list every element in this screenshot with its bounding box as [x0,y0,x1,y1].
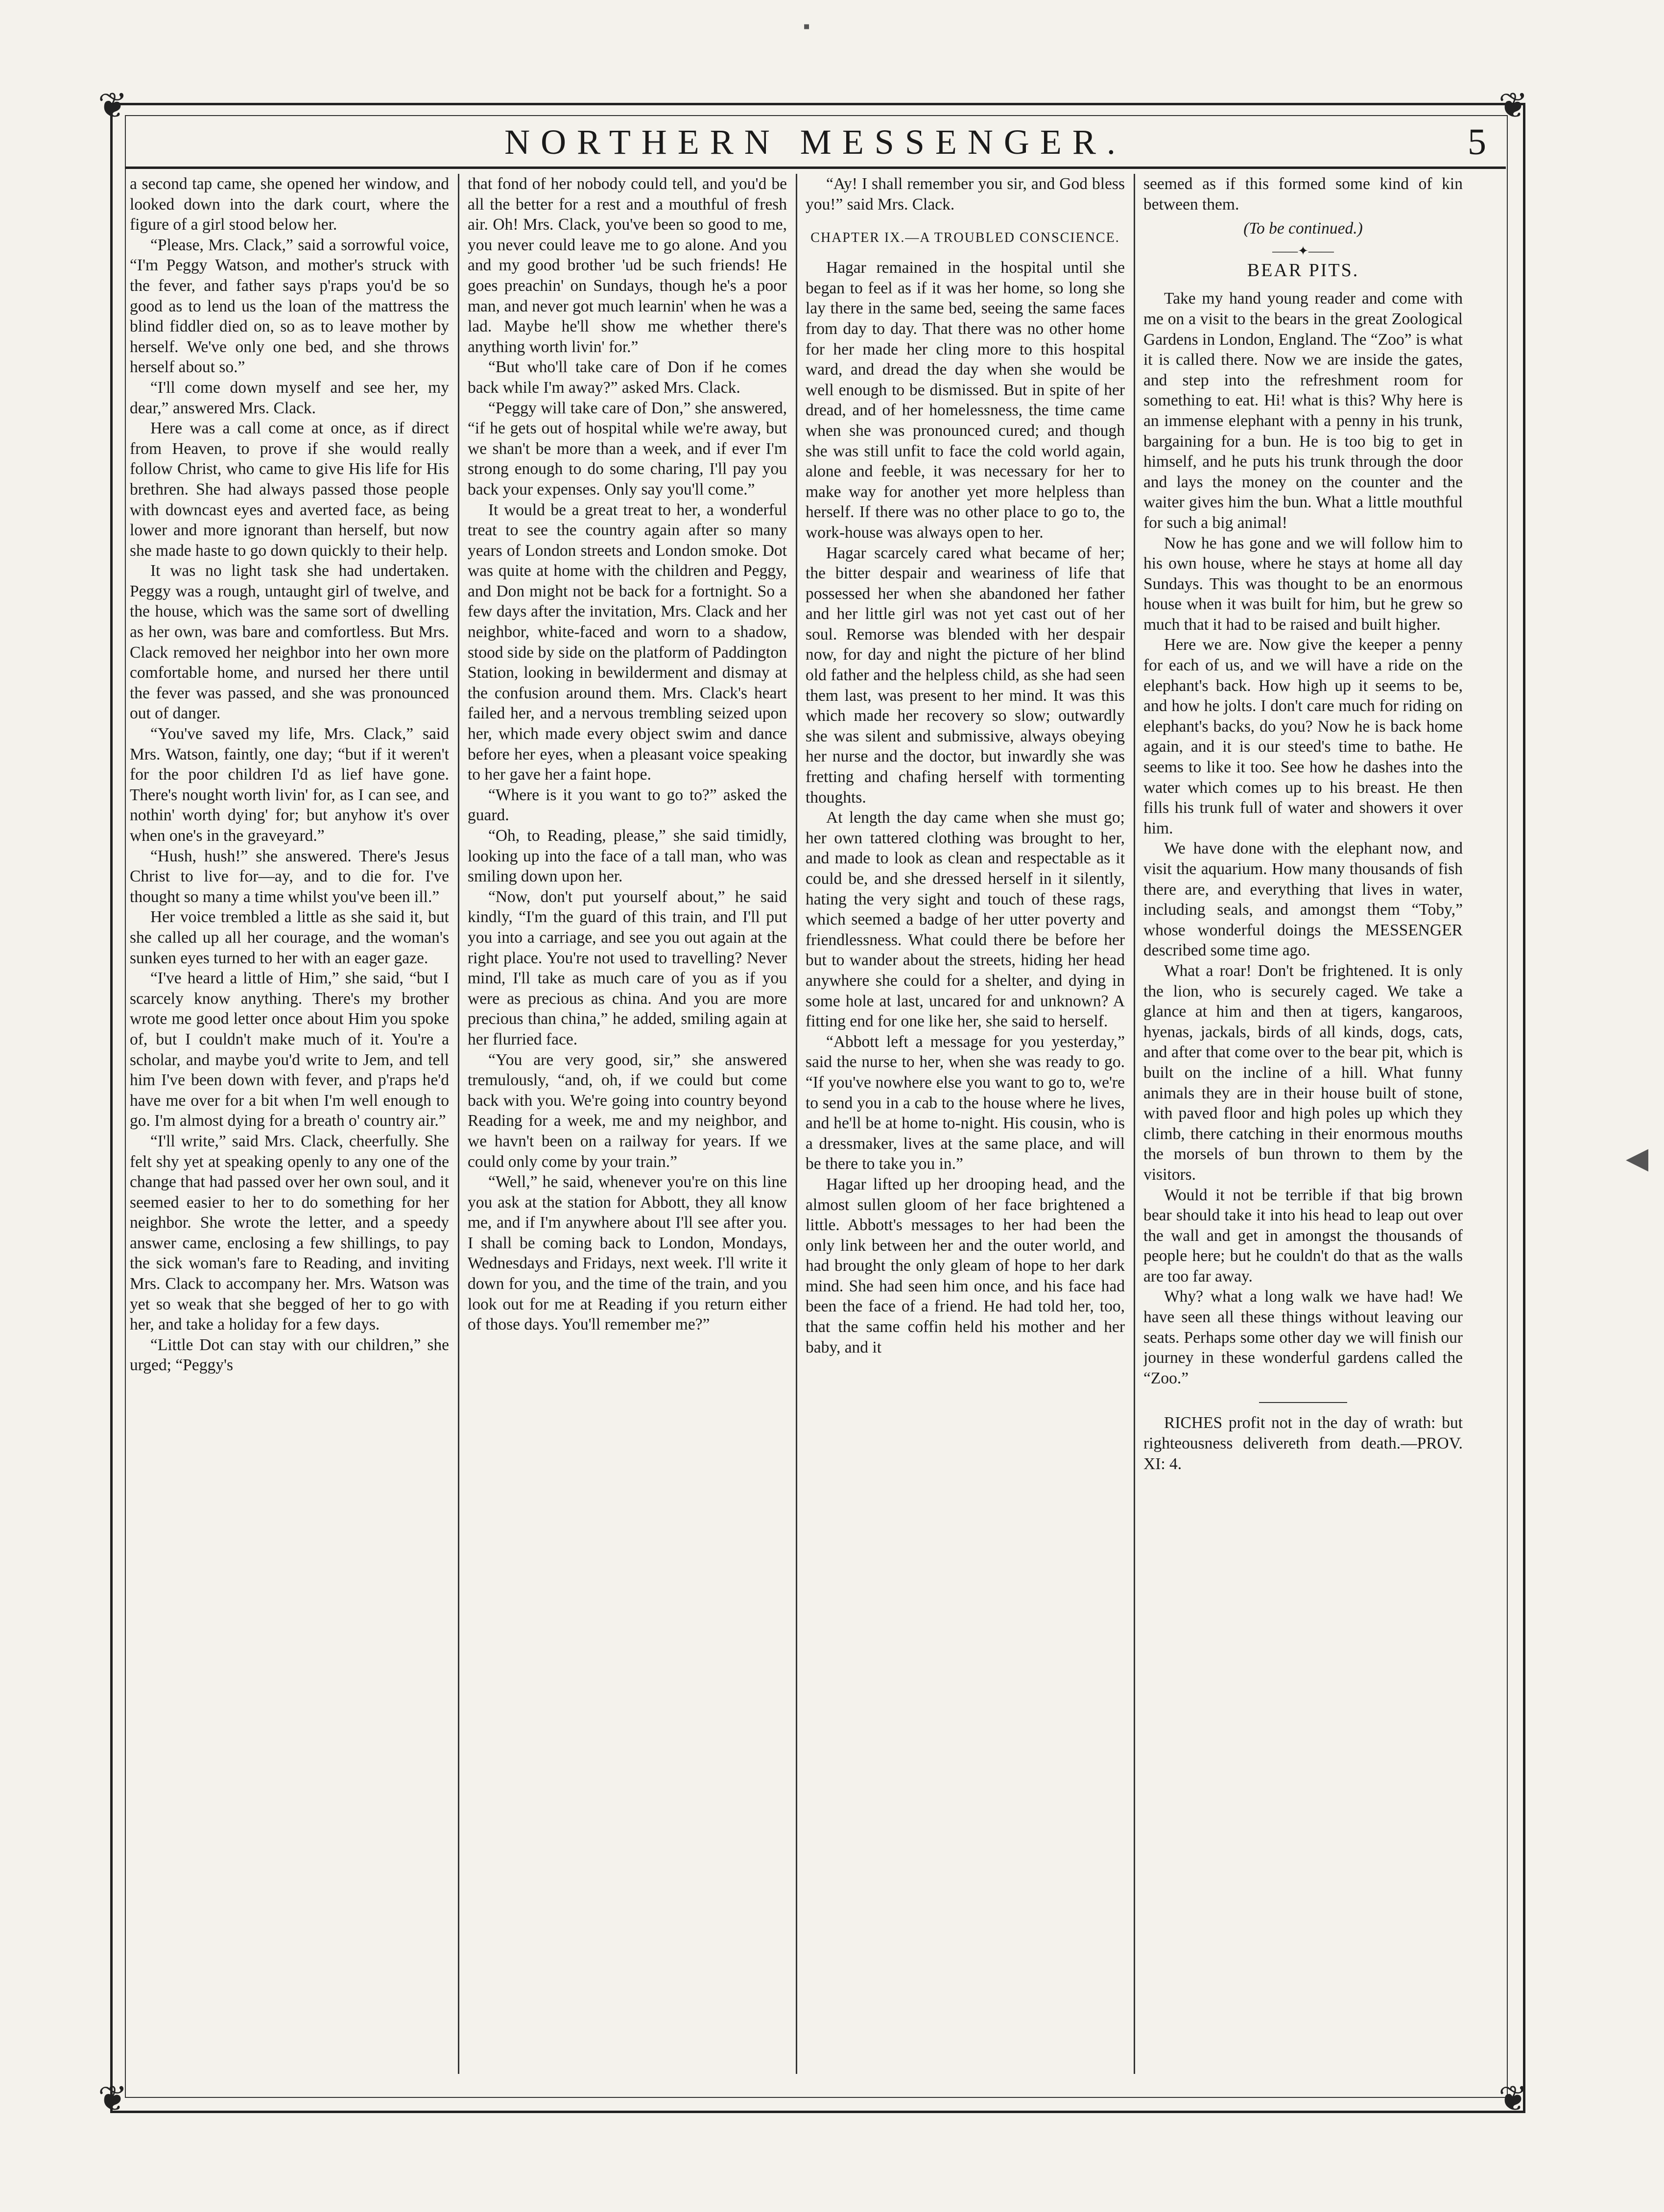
section-heading: BEAR PITS. [1247,260,1359,281]
column-3 [806,174,1125,2074]
section-divider-icon: ——✦—— [1272,243,1334,258]
paragraph: Hagar lifted up her drooping head, and the almost sullen gloom of her face brightened a little. Abbott's messages to her had been the only link between her and the outer world, and had brought the only gleam of hope to her dark mind. She had seen him once, and his face had been the face of a friend. He had told her, too, that the same coffin held his mother and her baby, and it [806,1175,1125,1356]
masthead-title: NORTHERN MESSENGER. [504,122,1126,162]
paragraph: “Oh, to Reading, please,” she said timidly, looking up into the face of a tall man, who was smiling down upon her. [468,827,787,886]
column-4 [1143,174,1463,2074]
paragraph: “I'll come down myself and see her, my dear,” answered Mrs. Clack. [130,378,449,417]
paragraph: Would it not be terrible if that big brown bear should take it into his head to leap out over the wall and get in amongst the thousands of people here; but he couldn't do that as the walls are too far away. [1143,1186,1463,1285]
paragraph: “Where is it you want to go to?” asked the guard. [468,785,787,825]
paragraph: What a roar! Don't be frightened. It is only the lion, who is securely caged. We take a glance at him and then at tigers, kangaroos, hyenas, jackals, birds of all kinds, dogs, cats, and after that come over to the bear pit, which is built on the incline of a hill. What funny animals they are in their house built of stone, with paved floor and high poles up which they climb, there catching in their enormous mouths the morsels of bun thrown to them by the visitors. [1143,961,1463,1184]
paragraph: “Well,” he said, whenever you're on this line you ask at the station for Abbott, they all know me, and if I'm anywhere about I'll see after you. I shall be coming back to London, Mondays, Wednesdays and Fridays, next week. I'll write it down for you, and the time of the train, and you look out for me at Reading if you return either of those days. You'll remember me?” [468,1173,787,1334]
paragraph: Now he has gone and we will follow him to his own house, where he stays at home all day Sundays. This was thought to be an enormous house when it was built for him, but he grew so much that it had to be raised and built higher. [1143,534,1463,634]
paragraph: “But who'll take care of Don if he comes back while I'm away?” asked Mrs. Clack. [468,358,787,397]
paragraph: Here we are. Now give the keeper a penny for each of us, and we will have a ride on the elephant's back. How high up it seems to be, and how he jolts. I don't care much for riding on elephant's backs, do you? Now he is back home again, and it is our steed's time to bathe. He seems to like it too. See how he dashes into the water which comes up to his breast. He then fills his trunk full of water and showers it over him. [1143,636,1463,837]
paragraph: “Now, don't put yourself about,” he said kindly, “I'm the guard of this train, and I'll put you into a carriage, and see you out again at the right place. You're not used to travelling? Never mind, I'll take as much care of you as if you were as precious as china. And you are more precious than china,” he added, smiling again at her flurried face. [468,887,787,1048]
paragraph: a second tap came, she opened her window, and looked down into the dark court, where the figure of a girl stood below her. [130,175,449,234]
column-1 [130,174,449,2074]
ornament-bottom-right-icon: ❦ [1498,2079,1528,2118]
column-rule [1134,174,1135,2074]
paragraph: Hagar scarcely cared what became of her; the bitter despair and weariness of life that possessed her when she abandoned her father and her little girl was not yet cast out of her soul. Remorse was blended with her despair now, for day and night the picture of her blind old father and the helpless child, as she had seen them last, was present to her mind. It was this which made her recovery so slow; outwardly she was silent and submissive, always obeying her nurse and the doctor, but inwardly she was fretting and chafing herself with tormenting thoughts. [806,544,1125,807]
divider-rule [1259,1402,1347,1403]
paragraph: “Ay! I shall remember you sir, and God bless you!” said Mrs. Clack. [806,175,1125,214]
paragraph: Here was a call come at once, as if direct from Heaven, to prove if she would really follow Christ, who came to give His life for His brethren. She had always passed those people with downcast eyes and averted face, as being lower and more ignorant than herself, but now she made haste to go down quickly to their help. [130,419,449,560]
paragraph: seemed as if this formed some kind of kin between them. [1143,175,1463,214]
ornament-bottom-left-icon: ❦ [98,2079,128,2118]
paragraph: “Hush, hush!” she answered. There's Jesus Christ to live for—ay, and to die for. I've thought so many a time whilst you've been ill.” [130,847,449,906]
proverb: RICHES profit not in the day of wrath: but righteousness delivereth from death.—PROV. XI: 4. [1143,1414,1463,1473]
margin-mark-icon: ◀ [1626,1142,1649,1174]
continued-note: (To be continued.) [1243,219,1363,238]
paragraph: “Peggy will take care of Don,” she answered, “if he gets out of hospital while we're away, but we shan't be more than a week, and if ever I'm strong enough to do some charing, I'll pay you back your expenses. Only say you'll come.” [468,399,787,499]
paragraph: “Please, Mrs. Clack,” said a sorrowful voice, “I'm Peggy Watson, and mother's struck with the fever, and father says p'raps you'd be so good as to lend us the loan of the mattress the blind fiddler died on, so as to leave mother by herself. We've only one bed, and she throws herself about so.” [130,236,449,377]
masthead-bar [125,118,1506,169]
ornament-top-left-icon: ❦ [98,86,128,125]
ornament-top-right-icon: ❦ [1498,86,1528,125]
paragraph: Hagar remained in the hospital until she began to feel as if it was her home, so long she lay there in the same bed, seeing the same faces from day to day. That there was no other home for her made her cling more to this hospital ward, and dread the day when she would be well enough to be dismissed. But in spite of her dread, and of her homelessness, the time came when she was pronounced cured; and though she was still unfit to face the cold world again, alone and feeble, it was necessary for her to make way for another yet more helpless than herself. If there was no other place to go to, the work-house was always open to her. [806,259,1125,542]
paragraph: “You've saved my life, Mrs. Clack,” said Mrs. Watson, faintly, one day; “but if it weren't for the poor children I'd as lief have gone. There's nought worth livin' for, as I can see, and nothin' worth dying' for; but anyhow it's over when one's in the graveyard.” [130,725,449,845]
paragraph: “Little Dot can stay with our children,” she urged; “Peggy's [130,1335,449,1375]
chapter-heading: CHAPTER IX.—A TROUBLED CONSCIENCE. [810,230,1120,246]
paragraph: It would be a great treat to her, a wonderful treat to see the country again after so many years of London streets and London smoke. Dot was quite at home with the children and Peggy, and Don might not be back for a fortnight. So a few days after the invitation, Mrs. Clack and her neighbor, white-faced and worn to a shadow, stood side by side on the platform of Paddington Station, looking in bewilderment and dismay at the confusion around them. Mrs. Clack's heart failed her, and a nervous trembling seized upon her, which made every object swim and dance before her eyes, when a pleasant voice speaking to her gave her a faint hope. [468,500,787,784]
paragraph: At length the day came when she must go; her own tattered clothing was brought to her, and made to look as clean and respectable as it could be, and she dressed herself in it silently, hating the very sight and touch of these rags, which seemed a badge of her utter poverty and friendlessness. What could there be before her but to wander about the streets, hiding her head anywhere she could for a shelter, and dying in some hole at last, uncared for and unknown? A fitting end for one like her, she said to herself. [806,809,1125,1031]
paragraph: It was no light task she had undertaken. Peggy was a rough, untaught girl of twelve, and the house, which was the same sort of dwelling as her own, was bare and comfortless. But Mrs. Clack removed her neighbor into her own more comfortable home, and nursed her there until the fever was passed, and she was pronounced out of danger. [130,562,449,723]
page-number: 5 [1468,121,1486,163]
column-rule [796,174,797,2074]
paragraph: “I'll write,” said Mrs. Clack, cheerfully. She felt shy yet at speaking openly to any one of the change that had passed over her own soul, and it seemed easier to her to do something for her neighbor. She wrote the letter, and a speedy answer came, enclosing a few shillings, to pay the sick woman's fare to Reading, and inviting Mrs. Clack to accompany her. Mrs. Watson was yet so weak that she begged of her to go with her, and take a holiday for a few days. [130,1132,449,1334]
paragraph: Why? what a long walk we have had! We have seen all these things without leaving our seats. Perhaps some other day we will finish our journey in these wonderful gardens called the “Zoo.” [1143,1287,1463,1387]
paragraph: “You are very good, sir,” she answered tremulously, “and, oh, if we could but come back with you. We're going into country beyond Reading for a week, me and my neighbor, and we havn't been on a railway for years. If we could only come by your train.” [468,1050,787,1171]
paragraph: Her voice trembled a little as she said it, but she called up all her courage, and the woman's sunken eyes turned to her with an eager gaze. [130,908,449,967]
paragraph: “Abbott left a message for you yesterday,” said the nurse to her, when she was ready to go. “If you've nowhere else you want to go to, we're to send you in a cab to the house where he lives, and he'll be at home to-night. His cousin, who is a dressmaker, lives at the same place, and will be there to take you in.” [806,1032,1125,1173]
column-2 [468,174,787,2074]
scan-mark-icon: ▪ [803,15,810,37]
paragraph: that fond of her nobody could tell, and you'd be all the better for a rest and a mouthful of fresh air. Oh! Mrs. Clack, you've been so good to me, you never could leave me to go alone. And you and my good brother 'ud be such friends! He goes preachin' on Sundays, though he's a poor man, and never got much learnin' when he was a lad. Maybe he'll show me whether there's anything worth livin' for.” [468,175,787,356]
paragraph: We have done with the elephant now, and visit the aquarium. How many thousands of fish there are, and everything that lives in water, including seals, and amongst them “Toby,” whose wonderful doings the MESSENGER described some time ago. [1143,839,1463,960]
column-rule [458,174,459,2074]
paragraph: Take my hand young reader and come with me on a visit to the bears in the great Zoological Gardens in London, England. The “Zoo” is what it is called there. Now we are inside the gates, and step into the refreshment room for something to eat. Hi! what is this? Why here is an immense elephant with a penny in his trunk, bargaining for a bun. He is too big to get in himself, and he puts his trunk through the door and lays the money on the counter and the waiter gives him the bun. What a little mouthful for such a big animal! [1143,289,1463,532]
paragraph: “I've heard a little of Him,” she said, “but I scarcely know anything. There's my brother wrote me good letter once about Him you spoke of, but I couldn't make much of it. You're a scholar, and maybe you'd write to Jem, and tell him I've been down with fever, and p'raps he'd have me over for a bit when I'm well enough to go. I'm almost dying for a breath o' country air.” [130,969,449,1130]
